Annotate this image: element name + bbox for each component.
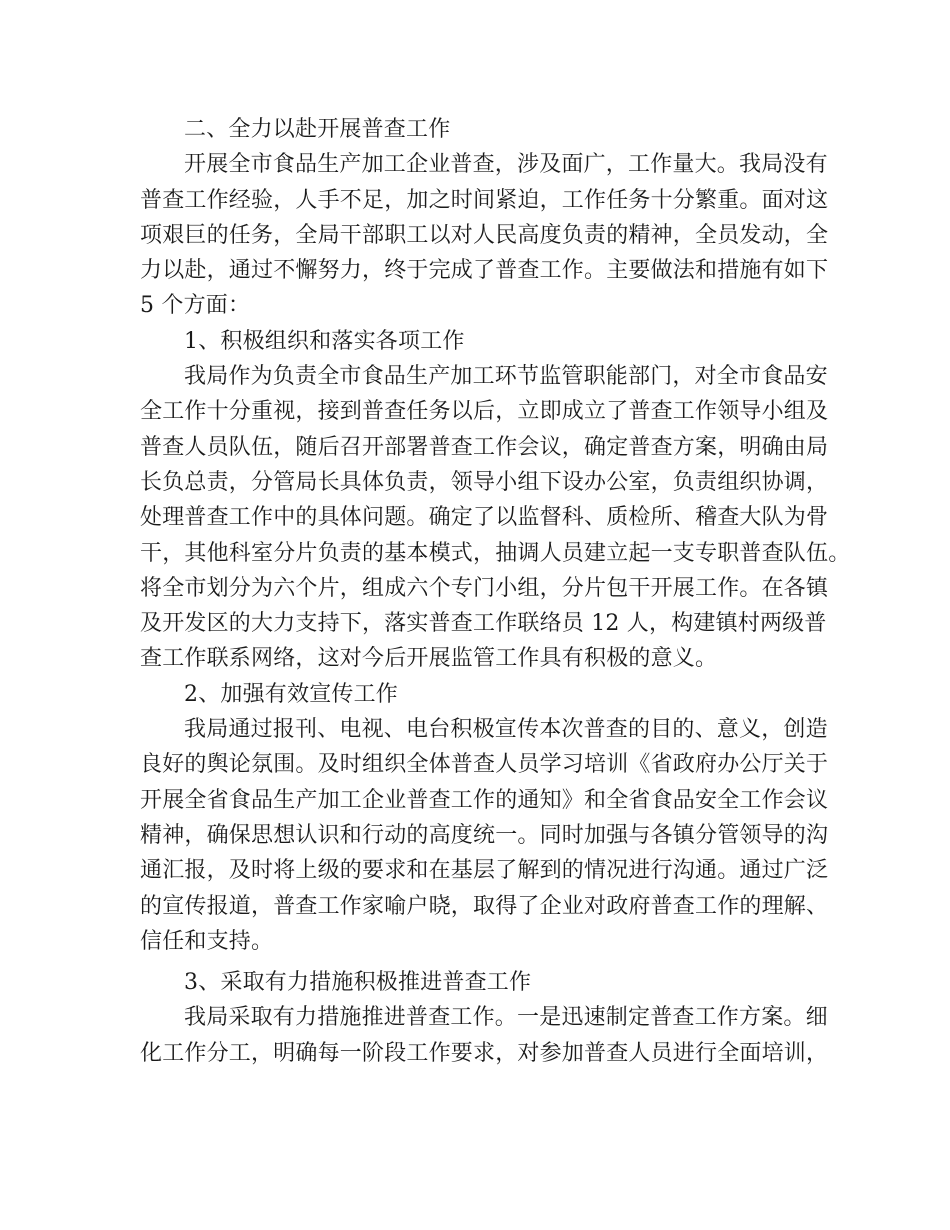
text-line: 2、加强有效宣传工作 <box>184 681 398 707</box>
text-line: 1、积极组织和落实各项工作 <box>184 328 465 354</box>
text-line: 查工作联系网络，这对今后开展监管工作具有积极的意义。 <box>140 646 718 672</box>
text-line: 化工作分工，明确每一阶段工作要求，对参加普查人员进行全面培训， <box>140 1040 829 1066</box>
text-line: 信任和支持。 <box>140 928 274 954</box>
text-line: 开展全省食品生产加工企业普查工作的通知》和全省食品安全工作会议 <box>140 787 829 813</box>
text-line: 全工作十分重视，接到普查任务以后，立即成立了普查工作领导小组及 <box>140 399 829 425</box>
text-line: 普查人员队伍，随后召开部署普查工作会议，确定普查方案，明确由局 <box>140 434 829 460</box>
text-line: 我局通过报刊、电视、电台积极宣传本次普查的目的、意义，创造 <box>184 717 828 743</box>
document-body <box>140 112 851 1071</box>
text-line: 我局采取有力措施推进普查工作。一是迅速制定普查工作方案。细 <box>184 1005 828 1031</box>
text-line: 开展全市食品生产加工企业普查，涉及面广，工作量大。我局没有 <box>184 152 828 178</box>
text-line: 的宣传报道，普查工作家喻户晓，取得了企业对政府普查工作的理解、 <box>140 893 829 919</box>
text-line: 精神，确保思想认识和行动的高度统一。同时加强与各镇分管领导的沟 <box>140 822 829 848</box>
text-line: 通汇报，及时将上级的要求和在基层了解到的情况进行沟通。通过广泛 <box>140 858 829 884</box>
text-line: 长负总责，分管局长具体负责，领导小组下设办公室，负责组织协调， <box>140 469 829 495</box>
text-line: 普查工作经验，人手不足，加之时间紧迫，工作任务十分繁重。面对这 <box>140 187 829 213</box>
text-line: 处理普查工作中的具体问题。确定了以监督科、质检所、稽查大队为骨 <box>140 505 829 531</box>
text-line: 二、全力以赴开展普查工作 <box>184 117 451 142</box>
text-line: 项艰巨的任务，全局干部职工以对人民高度负责的精神，全员发动，全 <box>140 222 829 248</box>
text-line: 5 个方面： <box>140 293 251 319</box>
text-line: 力以赴，通过不懈努力，终于完成了普查工作。主要做法和措施有如下 <box>140 258 829 284</box>
text-line: 我局作为负责全市食品生产加工环节监管职能部门，对全市食品安 <box>184 364 828 390</box>
text-line: 3、采取有力措施积极推进普查工作 <box>184 970 532 996</box>
text-line: 干，其他科室分片负责的基本模式，抽调人员建立起一支专职普查队伍。 <box>140 540 851 566</box>
text-line: 良好的舆论氛围。及时组织全体普查人员学习培训《省政府办公厅关于 <box>140 752 829 778</box>
text-line: 及开发区的大力支持下，落实普查工作联络员 12 人，构建镇村两级普 <box>140 611 827 637</box>
text-line: 将全市划分为六个片，组成六个专门小组，分片包干开展工作。在各镇 <box>140 575 829 601</box>
